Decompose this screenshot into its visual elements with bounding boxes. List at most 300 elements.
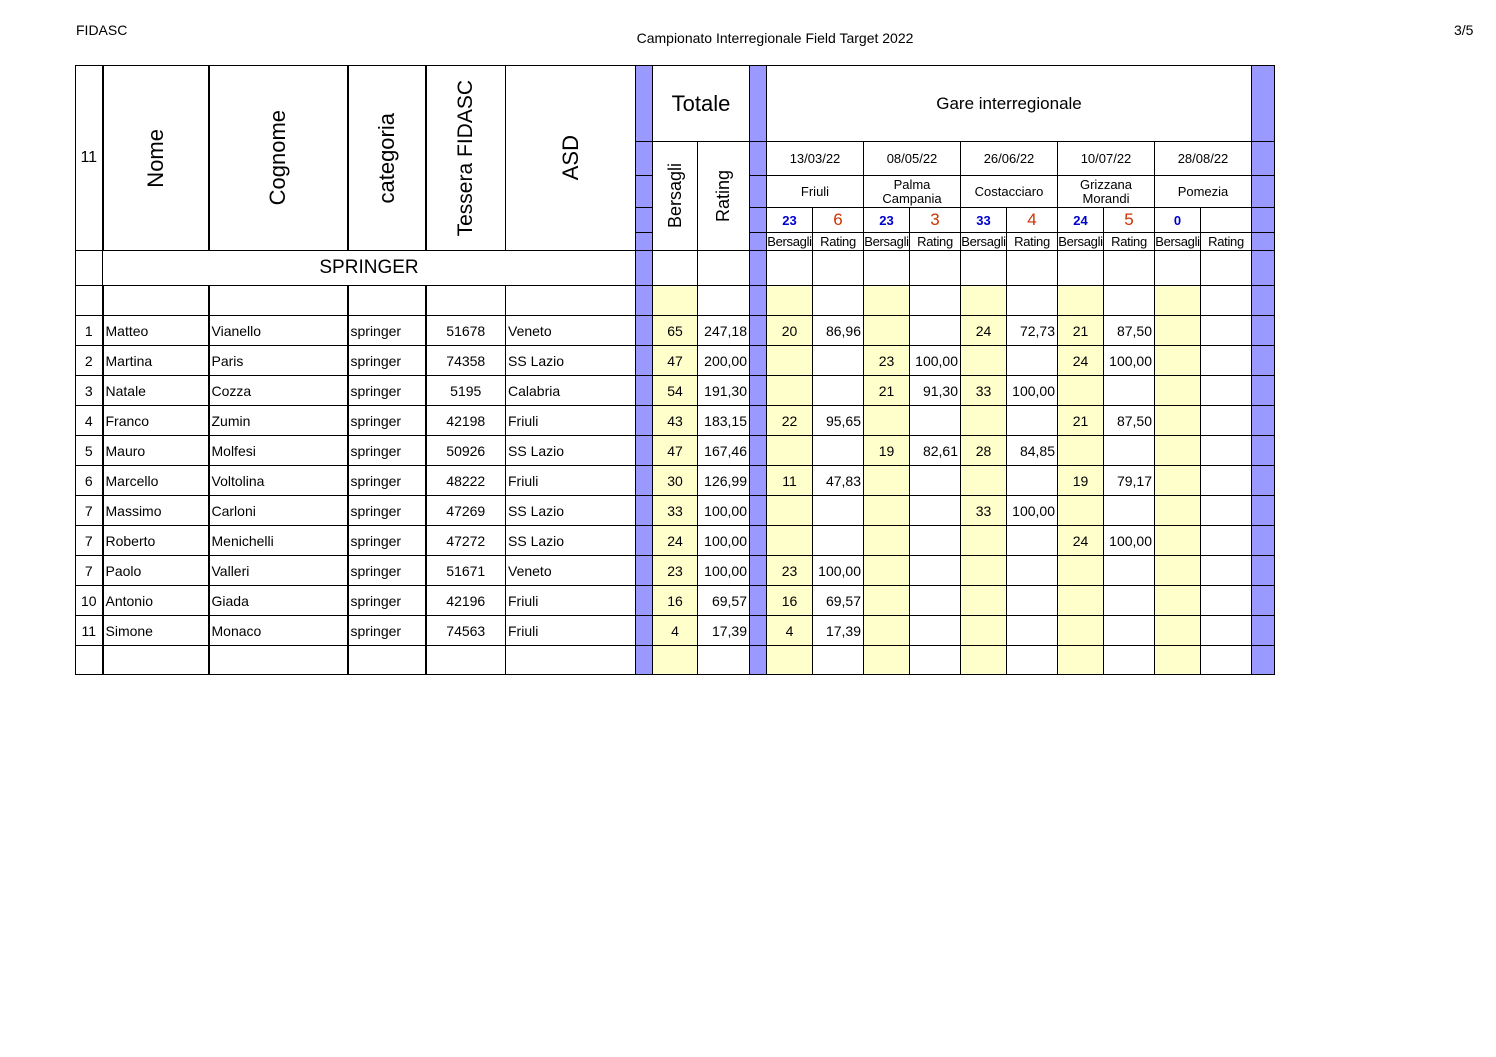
nome-cell: Martina	[103, 346, 209, 376]
event-bersagli-cell	[961, 346, 1007, 376]
empty-cell	[653, 646, 698, 675]
event-bersagli-cell: 21	[864, 376, 910, 406]
nome-cell: Marcello	[103, 466, 209, 496]
divider	[750, 208, 767, 233]
event-bersagli-cell	[767, 526, 813, 556]
divider	[636, 346, 653, 376]
event-bersagli-cell: 22	[767, 406, 813, 436]
cognome-cell: Cozza	[209, 376, 348, 406]
divider	[636, 66, 653, 142]
event-place: Grizzana Morandi	[1058, 176, 1155, 208]
event-place: Costacciaro	[961, 176, 1058, 208]
divider	[1252, 251, 1275, 286]
sub-rating: Rating	[813, 233, 864, 251]
event-rating-cell	[1104, 556, 1155, 586]
position-cell: 5	[76, 436, 103, 466]
divider	[1252, 496, 1275, 526]
table-row	[76, 376, 1275, 406]
event-bersagli-cell	[864, 526, 910, 556]
event-rating-cell	[910, 316, 961, 346]
asd-cell: SS Lazio	[506, 526, 636, 556]
event-rating-cell	[1201, 496, 1252, 526]
empty-cell	[76, 251, 103, 286]
divider	[750, 436, 767, 466]
total-bersagli-cell: 43	[653, 406, 698, 436]
event-rating-cell	[1201, 526, 1252, 556]
table-row	[76, 406, 1275, 436]
event-rating-cell: 47,83	[813, 466, 864, 496]
asd-cell: Friuli	[506, 616, 636, 646]
event-bersagli-cell	[1155, 406, 1201, 436]
event-rating-cell	[1201, 316, 1252, 346]
asd-cell: Calabria	[506, 376, 636, 406]
table-row	[76, 586, 1275, 616]
nome-cell: Paolo	[103, 556, 209, 586]
header-asd: ASD	[506, 66, 636, 251]
sub-rating: Rating	[1104, 233, 1155, 251]
cognome-cell: Carloni	[209, 496, 348, 526]
event-bersagli-cell	[767, 376, 813, 406]
empty-cell	[1201, 646, 1252, 675]
divider	[750, 316, 767, 346]
position-cell: 2	[76, 346, 103, 376]
event-bersagli-cell	[1155, 466, 1201, 496]
total-rating-cell: 200,00	[698, 346, 750, 376]
event-bersagli-cell	[961, 466, 1007, 496]
event-targets: 23	[864, 208, 910, 233]
event-number: 6	[813, 208, 864, 233]
divider	[636, 286, 653, 316]
divider	[636, 208, 653, 233]
categoria-cell: springer	[348, 406, 426, 436]
event-rating-cell	[1007, 586, 1058, 616]
event-rating-cell	[1201, 586, 1252, 616]
corner-cell: 11	[76, 66, 103, 251]
event-rating-cell: 95,65	[813, 406, 864, 436]
results-table	[75, 65, 1275, 675]
position-cell: 7	[76, 556, 103, 586]
tessera-cell: 42196	[426, 586, 506, 616]
event-rating-cell	[1104, 436, 1155, 466]
event-place: Friuli	[767, 176, 864, 208]
divider	[750, 556, 767, 586]
empty-cell	[961, 646, 1007, 675]
tessera-cell: 74563	[426, 616, 506, 646]
empty-cell	[698, 251, 750, 286]
event-bersagli-cell	[1058, 376, 1104, 406]
sub-rating: Rating	[1201, 233, 1252, 251]
categoria-cell: springer	[348, 586, 426, 616]
position-cell: 1	[76, 316, 103, 346]
event-rating-cell	[1104, 496, 1155, 526]
event-date: 08/05/22	[864, 142, 961, 176]
event-bersagli-cell	[1155, 496, 1201, 526]
event-rating-cell	[813, 376, 864, 406]
event-rating-cell: 91,30	[910, 376, 961, 406]
divider	[750, 66, 767, 142]
divider	[750, 586, 767, 616]
divider	[1252, 556, 1275, 586]
event-targets: 24	[1058, 208, 1104, 233]
cognome-cell: Giada	[209, 586, 348, 616]
event-bersagli-cell: 24	[961, 316, 1007, 346]
event-rating-cell: 100,00	[1104, 526, 1155, 556]
event-targets: 23	[767, 208, 813, 233]
event-rating-cell: 100,00	[910, 346, 961, 376]
divider	[1252, 376, 1275, 406]
divider	[1252, 66, 1275, 142]
divider	[1252, 316, 1275, 346]
empty-cell	[1058, 646, 1104, 675]
event-bersagli-cell	[1155, 556, 1201, 586]
event-rating-cell	[1201, 376, 1252, 406]
position-cell: 7	[76, 496, 103, 526]
cognome-cell: Vianello	[209, 316, 348, 346]
event-bersagli-cell: 23	[767, 556, 813, 586]
event-bersagli-cell	[1058, 436, 1104, 466]
asd-cell: Friuli	[506, 586, 636, 616]
event-bersagli-cell	[1058, 586, 1104, 616]
event-bersagli-cell	[961, 556, 1007, 586]
page-title: Campionato Interregionale Field Target 2022	[636, 30, 914, 46]
divider	[1252, 436, 1275, 466]
divider	[750, 233, 767, 251]
event-bersagli-cell	[767, 346, 813, 376]
total-bersagli-cell: 33	[653, 496, 698, 526]
divider	[1252, 466, 1275, 496]
table-row	[76, 316, 1275, 346]
table-row	[76, 466, 1275, 496]
divider	[1252, 142, 1275, 176]
event-bersagli-cell	[961, 406, 1007, 436]
divider	[750, 376, 767, 406]
divider	[750, 526, 767, 556]
empty-cell	[348, 646, 426, 675]
asd-cell: Friuli	[506, 466, 636, 496]
empty-cell	[506, 646, 636, 675]
event-bersagli-cell	[961, 616, 1007, 646]
empty-cell	[767, 646, 813, 675]
org-name: FIDASC	[76, 22, 128, 38]
event-place: Palma Campania	[864, 176, 961, 208]
event-rating-cell	[813, 346, 864, 376]
categoria-cell: springer	[348, 466, 426, 496]
event-bersagli-cell	[864, 586, 910, 616]
event-bersagli-cell	[961, 526, 1007, 556]
empty-cell	[910, 646, 961, 675]
event-rating-cell: 100,00	[1007, 496, 1058, 526]
event-rating-cell: 86,96	[813, 316, 864, 346]
event-rating-cell	[1007, 466, 1058, 496]
empty-cell	[698, 646, 750, 675]
divider	[750, 646, 767, 675]
nome-cell: Roberto	[103, 526, 209, 556]
event-rating-cell	[1104, 586, 1155, 616]
event-bersagli-cell	[1058, 616, 1104, 646]
event-bersagli-cell	[1155, 586, 1201, 616]
event-rating-cell: 100,00	[1104, 346, 1155, 376]
event-bersagli-cell	[767, 496, 813, 526]
empty-cell	[1104, 646, 1155, 675]
event-bersagli-cell: 24	[1058, 526, 1104, 556]
divider	[636, 616, 653, 646]
divider	[636, 142, 653, 176]
total-rating-cell: 167,46	[698, 436, 750, 466]
categoria-cell: springer	[348, 616, 426, 646]
divider	[750, 406, 767, 436]
event-place: Pomezia	[1155, 176, 1252, 208]
event-rating-cell	[813, 496, 864, 526]
categoria-cell: springer	[348, 316, 426, 346]
event-rating-cell	[910, 616, 961, 646]
event-rating-cell	[910, 496, 961, 526]
total-bersagli-cell: 16	[653, 586, 698, 616]
event-bersagli-cell: 11	[767, 466, 813, 496]
position-cell: 6	[76, 466, 103, 496]
divider	[1252, 176, 1275, 208]
empty-cell	[1007, 646, 1058, 675]
total-rating-cell: 100,00	[698, 556, 750, 586]
divider	[1252, 346, 1275, 376]
event-bersagli-cell	[864, 466, 910, 496]
event-bersagli-cell	[1058, 556, 1104, 586]
tessera-cell: 47272	[426, 526, 506, 556]
event-bersagli-cell: 16	[767, 586, 813, 616]
asd-cell: Veneto	[506, 556, 636, 586]
tessera-cell: 5195	[426, 376, 506, 406]
event-bersagli-cell	[1155, 616, 1201, 646]
divider	[1252, 406, 1275, 436]
event-number: 5	[1104, 208, 1155, 233]
categoria-cell: springer	[348, 436, 426, 466]
event-rating-cell: 72,73	[1007, 316, 1058, 346]
total-rating-cell: 69,57	[698, 586, 750, 616]
position-cell: 4	[76, 406, 103, 436]
divider	[750, 286, 767, 316]
tessera-cell: 51678	[426, 316, 506, 346]
categoria-cell: springer	[348, 526, 426, 556]
total-bersagli-cell: 47	[653, 436, 698, 466]
categoria-cell: springer	[348, 346, 426, 376]
empty-cell	[1155, 646, 1201, 675]
event-bersagli-cell: 33	[961, 496, 1007, 526]
divider	[1252, 526, 1275, 556]
total-bersagli-cell: 24	[653, 526, 698, 556]
event-rating-cell: 79,17	[1104, 466, 1155, 496]
event-bersagli-cell: 19	[864, 436, 910, 466]
nome-cell: Franco	[103, 406, 209, 436]
event-bersagli-cell: 4	[767, 616, 813, 646]
section-title: SPRINGER	[103, 251, 636, 286]
total-rating-cell: 17,39	[698, 616, 750, 646]
event-bersagli-cell	[1155, 376, 1201, 406]
divider	[1252, 616, 1275, 646]
event-rating-cell: 82,61	[910, 436, 961, 466]
event-rating-cell: 87,50	[1104, 316, 1155, 346]
empty-cell	[426, 646, 506, 675]
event-bersagli-cell	[961, 586, 1007, 616]
table-row	[76, 346, 1275, 376]
divider	[636, 466, 653, 496]
event-rating-cell: 100,00	[813, 556, 864, 586]
divider	[1252, 586, 1275, 616]
event-rating-cell	[1201, 556, 1252, 586]
divider	[636, 251, 653, 286]
nome-cell: Matteo	[103, 316, 209, 346]
event-rating-cell	[1201, 346, 1252, 376]
cognome-cell: Menichelli	[209, 526, 348, 556]
event-bersagli-cell	[864, 616, 910, 646]
divider	[1252, 286, 1275, 316]
empty-cell	[209, 646, 348, 675]
event-bersagli-cell	[1155, 436, 1201, 466]
position-cell: 3	[76, 376, 103, 406]
sub-bersagli: Bersagli	[961, 234, 1006, 249]
event-bersagli-cell	[864, 556, 910, 586]
event-bersagli-cell	[767, 436, 813, 466]
tessera-cell: 47269	[426, 496, 506, 526]
event-rating-cell	[813, 526, 864, 556]
event-bersagli-cell	[864, 496, 910, 526]
total-rating-cell: 183,15	[698, 406, 750, 436]
event-date: 26/06/22	[961, 142, 1058, 176]
table-row	[76, 556, 1275, 586]
divider	[636, 496, 653, 526]
divider	[636, 586, 653, 616]
event-rating-cell	[1007, 556, 1058, 586]
divider	[636, 406, 653, 436]
sub-bersagli: Bersagli	[767, 234, 812, 249]
event-rating-cell	[910, 406, 961, 436]
categoria-cell: springer	[348, 496, 426, 526]
tessera-cell: 74358	[426, 346, 506, 376]
table-row	[76, 496, 1275, 526]
categoria-cell: springer	[348, 556, 426, 586]
cognome-cell: Monaco	[209, 616, 348, 646]
header-nome: Nome	[103, 66, 209, 251]
table-row	[76, 526, 1275, 556]
empty-cell	[653, 251, 698, 286]
empty-row	[76, 646, 1275, 675]
total-bersagli-cell: 54	[653, 376, 698, 406]
asd-cell: Veneto	[506, 316, 636, 346]
event-targets: 0	[1155, 208, 1201, 233]
cognome-cell: Valleri	[209, 556, 348, 586]
event-rating-cell	[1201, 616, 1252, 646]
sub-bersagli: Bersagli	[1155, 234, 1200, 249]
asd-cell: SS Lazio	[506, 496, 636, 526]
event-rating-cell	[1104, 616, 1155, 646]
tessera-cell: 42198	[426, 406, 506, 436]
event-bersagli-cell: 33	[961, 376, 1007, 406]
divider	[750, 176, 767, 208]
nome-cell: Mauro	[103, 436, 209, 466]
table-row	[76, 616, 1275, 646]
event-number: 4	[1007, 208, 1058, 233]
event-rating-cell	[1007, 616, 1058, 646]
event-rating-cell	[1201, 436, 1252, 466]
event-rating-cell	[1007, 406, 1058, 436]
asd-cell: Friuli	[506, 406, 636, 436]
event-bersagli-cell: 19	[1058, 466, 1104, 496]
event-rating-cell: 84,85	[1007, 436, 1058, 466]
event-bersagli-cell: 21	[1058, 316, 1104, 346]
total-rating-cell: 100,00	[698, 526, 750, 556]
event-rating-cell	[910, 556, 961, 586]
event-bersagli-cell	[1155, 526, 1201, 556]
event-bersagli-cell	[1058, 496, 1104, 526]
sub-rating: Rating	[910, 233, 961, 251]
event-rating-cell: 87,50	[1104, 406, 1155, 436]
total-bersagli-cell: 47	[653, 346, 698, 376]
divider	[636, 316, 653, 346]
event-number	[1201, 208, 1252, 233]
empty-cell	[76, 646, 103, 675]
empty-cell	[864, 646, 910, 675]
total-rating-cell: 126,99	[698, 466, 750, 496]
event-rating-cell	[813, 436, 864, 466]
divider	[750, 466, 767, 496]
divider	[636, 436, 653, 466]
total-bersagli-cell: 23	[653, 556, 698, 586]
position-cell: 11	[76, 616, 103, 646]
event-rating-cell	[1007, 526, 1058, 556]
event-rating-cell: 69,57	[813, 586, 864, 616]
divider	[1252, 208, 1275, 233]
divider	[750, 346, 767, 376]
divider	[636, 646, 653, 675]
cognome-cell: Voltolina	[209, 466, 348, 496]
divider	[750, 142, 767, 176]
cognome-cell: Zumin	[209, 406, 348, 436]
sub-bersagli: Bersagli	[1058, 234, 1103, 249]
event-rating-cell	[1104, 376, 1155, 406]
event-number: 3	[910, 208, 961, 233]
position-cell: 10	[76, 586, 103, 616]
event-rating-cell: 17,39	[813, 616, 864, 646]
total-bersagli-cell: 65	[653, 316, 698, 346]
header-bersagli: Bersagli	[653, 142, 698, 251]
tessera-cell: 48222	[426, 466, 506, 496]
divider	[1252, 646, 1275, 675]
cognome-cell: Molfesi	[209, 436, 348, 466]
event-bersagli-cell: 21	[1058, 406, 1104, 436]
event-rating-cell	[910, 526, 961, 556]
event-rating-cell: 100,00	[1007, 376, 1058, 406]
nome-cell: Natale	[103, 376, 209, 406]
event-bersagli-cell	[1155, 346, 1201, 376]
event-targets: 33	[961, 208, 1007, 233]
event-rating-cell	[910, 586, 961, 616]
divider	[636, 376, 653, 406]
event-bersagli-cell	[864, 316, 910, 346]
divider	[750, 496, 767, 526]
header-cognome: Cognome	[209, 66, 348, 251]
event-bersagli-cell: 24	[1058, 346, 1104, 376]
nome-cell: Massimo	[103, 496, 209, 526]
event-rating-cell	[1007, 346, 1058, 376]
divider	[636, 526, 653, 556]
tessera-cell: 50926	[426, 436, 506, 466]
event-bersagli-cell: 28	[961, 436, 1007, 466]
event-bersagli-cell	[1155, 316, 1201, 346]
event-bersagli-cell: 20	[767, 316, 813, 346]
total-rating-cell: 191,30	[698, 376, 750, 406]
nome-cell: Simone	[103, 616, 209, 646]
header-rating: Rating	[698, 142, 750, 251]
total-rating-cell: 100,00	[698, 496, 750, 526]
nome-cell: Antonio	[103, 586, 209, 616]
